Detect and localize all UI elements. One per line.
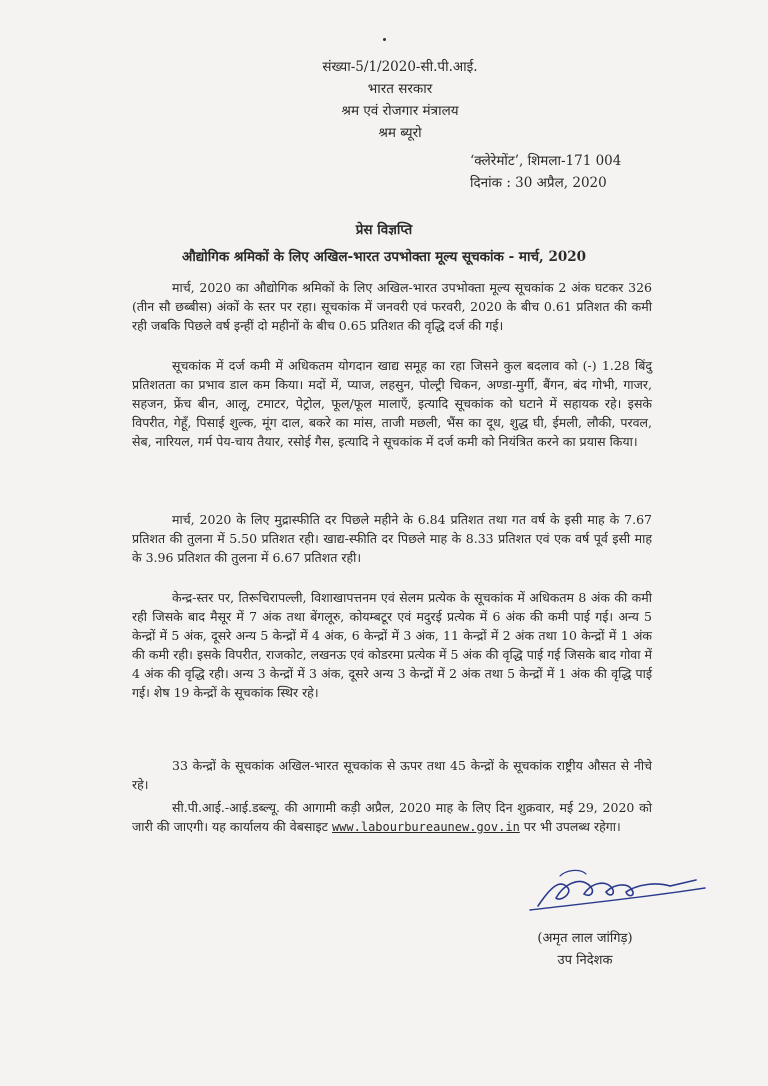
paragraph-2: सूचकांक में दर्ज कमी में अधिकतम योगदान खाद्य समूह का रहा जिसने कुल बदलाव को (-) 1.28 बिंदु प्रतिशतता का प्रभाव डाल कम किया। मदों में, प्याज, लहसुन, पोल्ट्री चिकन, अण्डा-मुर्गी, बैंगन, बंद गोभी, गाजर, सहजन, फ्रेंच बीन, आलू, टमाटर, पेट्रोल, फूल/फूल मालाएँ, इत्यादि सूचकांक को घटाने में सहायक रहे। इसके विपरीत, गेहूँ, पिसाई शुल्क, मूंग दाल, बकरे का मांस, ताजी मछली, भैंस का दूध, शुद्ध घी, ईमली, लौकी, परवल, सेब, नारियल, गर्म पेय-चाय तैयार, रसोई गैस, इत्यादि ने सूचकांक में दर्ज कमी को नियंत्रित करने का प्रयास किया।: [132, 358, 652, 449]
website-link[interactable]: www.labourbureaunew.gov.in: [331, 820, 520, 834]
paragraph-3: मार्च, 2020 के लिए मुद्रास्फीति दर पिछले महीने के 6.84 प्रतिशत तथा गत वर्ष के इसी माह के 7.67 प्रतिशत की तुलना में 5.50 प्रतिशत रही। खाद्य-स्फीति दर पिछले माह के 8.33 प्रतिशत एवं एक वर्ष पूर्व इसी माह के 3.96 प्रतिशत की तुलना में 6.67 प्रतिशत रही।: [132, 512, 652, 565]
paragraph-1: मार्च, 2020 का औद्योगिक श्रमिकों के लिए अखिल-भारत उपभोक्ता मूल्य सूचकांक 2 अंक घटकर 326 (तीन सौ छब्बीस) अंकों के स्तर पर रहा। सूचकांक में जनवरी एवं फरवरी, 2020 के बीच 0.61 प्रतिशत की कमी रही जबकि पिछले वर्ष इन्हीं दो महीनों के बीच 0.65 प्रतिशत की वृद्धि दर्ज की गई।: [132, 280, 652, 333]
signatory-designation: उप निदेशक: [557, 953, 613, 968]
paragraph-6: [132, 798, 652, 837]
government-name: भारत सरकार: [367, 81, 433, 97]
signatory-name: (अमृत लाल जांगिड़): [537, 931, 633, 946]
paragraph-6-text: सी.पी.आई.-आई.डब्ल्यू. की आगामी कड़ी अप्रैल, 2020 माह के लिए दिन शुक्रवार, मई 29, 2020 को जारी की जाएगी। यह कार्यालय की वेबसाइट: [132, 800, 652, 834]
paragraph-6-tail: पर भी उपलब्ध रहेगा।: [519, 819, 621, 834]
release-date: दिनांक : 30 अप्रैल, 2020: [470, 175, 607, 191]
paragraph-4: केन्द्र-स्तर पर, तिरूचिरापल्ली, विशाखापत्तनम एवं सेलम प्रत्येक के सूचकांक में अधिकतम 8 अंक की कमी रही जिसके बाद मैसूर में 7 अंक तथा बेंगलूरु, कोयम्बटूर एवं मदुरई प्रत्येक में 6 अंक की कमी पाई गई। अन्य 5 केन्द्रों में 5 अंक, दूसरे अन्य 5 केन्द्रों में 4 अंक, 6 केन्द्रों में 3 अंक, 11 केन्द्रों में 2 अंक तथा 10 केन्द्रों में 1 अंक की कमी रही। इसके विपरीत, राजकोट, लखनऊ एवं कोडरमा प्रत्येक में 5 अंक की वृद्धि पाई गई जिसके बाद गोवा में 4 अंक की वृद्धि रही। अन्य 3 केन्द्रों में 3 अंक, दूसरे अन्य 3 केन्द्रों में 2 अंक तथा 5 केन्द्रों में 1 अंक की वृद्धि पाई गई। शेष 19 केन्द्रों के सूचकांक स्थिर रहे।: [132, 590, 652, 700]
punch-dot: [383, 38, 386, 41]
office-address: ‘क्लेरेमोंट’, शिमला-171 004: [470, 153, 622, 169]
bureau-name: श्रम ब्यूरो: [378, 125, 422, 141]
paragraph-5: 33 केन्द्रों के सूचकांक अखिल-भारत सूचकांक से ऊपर तथा 45 केन्द्रों के सूचकांक राष्ट्रीय औसत से नीचे रहे।: [132, 758, 652, 792]
place-date-block: [470, 150, 670, 194]
ministry-name: श्रम एवं रोजगार मंत्रालय: [341, 103, 459, 119]
signature-image: [520, 858, 720, 918]
press-release-heading: प्रेस विज्ञप्ति: [355, 222, 413, 238]
subject-heading: औद्योगिक श्रमिकों के लिए अखिल-भारत उपभोक्ता मूल्य सूचकांक - मार्च, 2020: [181, 249, 587, 265]
reference-number: संख्या-5/1/2020-सी.पी.आई.: [322, 59, 478, 75]
